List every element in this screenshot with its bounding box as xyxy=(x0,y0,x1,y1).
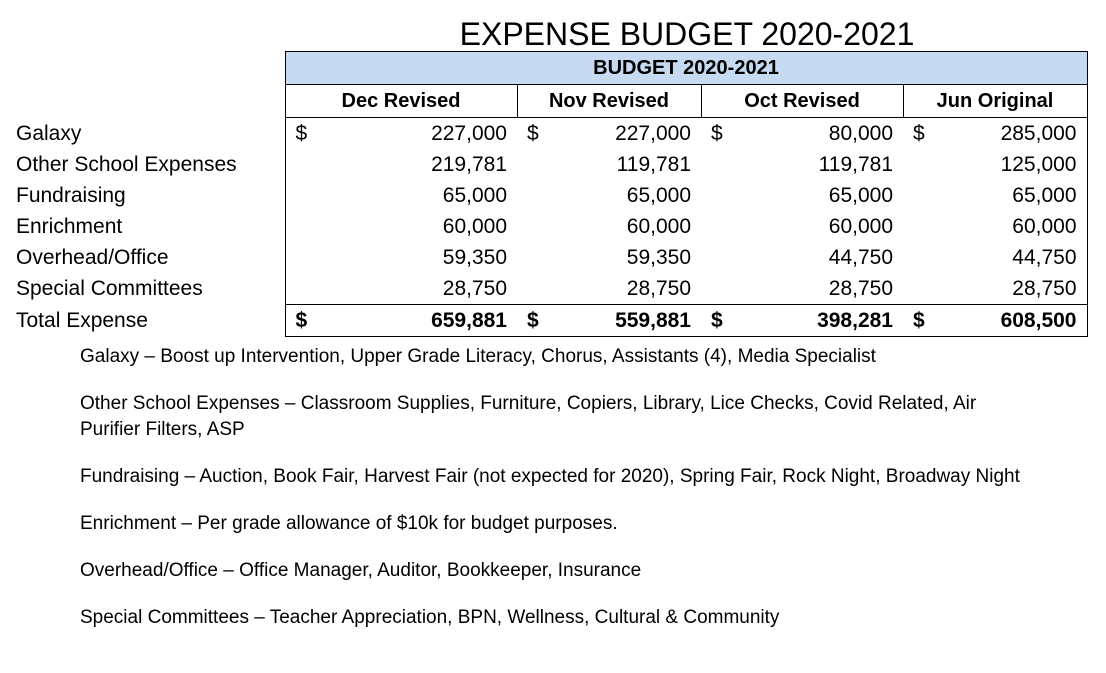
blank-cell xyxy=(517,273,553,305)
column-header-nov-revised: Nov Revised xyxy=(517,85,701,118)
blank-cell xyxy=(285,180,321,211)
blank-cell xyxy=(285,273,321,305)
table-row xyxy=(12,180,1087,211)
blank-cell xyxy=(517,211,553,242)
row-label: Enrichment xyxy=(16,215,123,238)
table-row xyxy=(12,149,1087,180)
total-amount-cell: 659,881 xyxy=(321,305,517,337)
amount-cell: 28,750 xyxy=(939,273,1087,305)
amount-cell: 80,000 xyxy=(828,122,893,145)
amount-cell: 119,781 xyxy=(616,153,691,176)
note-fundraising: Fundraising – Auction, Book Fair, Harvest Fair (not expected for 2020), Spring Fair, Rock Night, Broadway Night xyxy=(80,466,1020,487)
blank-cell xyxy=(903,242,939,273)
amount-cell: 44,750 xyxy=(939,242,1087,273)
blank-cell xyxy=(517,242,553,273)
currency-symbol: $ xyxy=(903,305,939,337)
band-row xyxy=(12,52,1087,85)
note-overhead-office: Overhead/Office – Office Manager, Auditor, Bookkeeper, Insurance xyxy=(80,560,642,581)
blank-cell xyxy=(701,149,737,180)
amount-cell: 60,000 xyxy=(626,215,691,238)
blank-cell xyxy=(517,180,553,211)
amount-cell: 125,000 xyxy=(939,149,1087,180)
amount-cell: 65,000 xyxy=(442,184,507,207)
blank-cell xyxy=(517,149,553,180)
amount-cell: 65,000 xyxy=(939,180,1087,211)
row-label: Fundraising xyxy=(16,184,126,207)
total-amount-cell: 559,881 xyxy=(553,305,701,337)
column-header-row xyxy=(12,85,1087,118)
currency-symbol: $ xyxy=(701,305,737,337)
note-enrichment: Enrichment – Per grade allowance of $10k for budget purposes. xyxy=(80,513,618,534)
blank-cell xyxy=(285,242,321,273)
blank-cell xyxy=(285,211,321,242)
blank-cell xyxy=(701,273,737,305)
currency-symbol: $ xyxy=(527,122,539,145)
amount-cell: 285,000 xyxy=(939,118,1087,150)
amount-cell: 28,750 xyxy=(828,277,893,300)
blank-cell xyxy=(701,242,737,273)
amount-cell: 60,000 xyxy=(828,215,893,238)
column-header-dec-revised: Dec Revised xyxy=(285,85,517,118)
amount-cell: 28,750 xyxy=(442,277,507,300)
row-label: Special Committees xyxy=(16,277,203,301)
row-label: Galaxy xyxy=(16,121,82,145)
currency-symbol: $ xyxy=(285,118,321,150)
note-special-committees: Special Committees – Teacher Appreciation, BPN, Wellness, Cultural & Community xyxy=(80,607,780,628)
budget-band-header: BUDGET 2020-2021 xyxy=(285,52,1087,85)
table-row xyxy=(12,273,1087,305)
blank-cell xyxy=(903,149,939,180)
total-label: Total Expense xyxy=(16,309,148,332)
row-label: Overhead/Office xyxy=(16,246,169,269)
note-other-school-expenses: Other School Expenses – Classroom Supplies, Furniture, Copiers, Library, Lice Checks, Covid Related, Air Purifier Filters, ASP xyxy=(80,393,977,440)
amount-cell: 227,000 xyxy=(615,122,691,145)
currency-symbol: $ xyxy=(711,122,723,145)
blank-cell xyxy=(701,211,737,242)
table-row xyxy=(12,242,1087,273)
amount-cell: 44,750 xyxy=(828,246,893,269)
amount-cell: 227,000 xyxy=(431,122,507,145)
total-amount-cell: 608,500 xyxy=(939,305,1087,337)
notes-section xyxy=(80,344,1040,652)
row-label: Other School Expenses xyxy=(16,153,237,176)
amount-cell: 65,000 xyxy=(828,184,893,207)
column-header-oct-revised: Oct Revised xyxy=(701,85,903,118)
currency-symbol: $ xyxy=(913,122,925,145)
blank-cell xyxy=(701,180,737,211)
amount-cell: 60,000 xyxy=(442,215,507,238)
currency-symbol: $ xyxy=(517,305,553,337)
page-title: EXPENSE BUDGET 2020-2021 xyxy=(459,16,915,52)
column-header-jun-original: Jun Original xyxy=(903,85,1087,118)
total-amount-cell: 398,281 xyxy=(737,305,903,337)
blank-cell xyxy=(12,52,285,85)
amount-cell: 65,000 xyxy=(626,184,691,207)
amount-cell: 60,000 xyxy=(939,211,1087,242)
budget-table xyxy=(12,51,1088,337)
note-galaxy: Galaxy – Boost up Intervention, Upper Grade Literacy, Chorus, Assistants (4), Media Specialist xyxy=(80,346,876,367)
amount-cell: 59,350 xyxy=(626,246,691,269)
blank-cell xyxy=(903,273,939,305)
amount-cell: 119,781 xyxy=(818,153,893,176)
table-row xyxy=(12,118,1087,150)
total-row xyxy=(12,305,1087,337)
blank-cell xyxy=(285,149,321,180)
blank-cell xyxy=(903,180,939,211)
blank-cell xyxy=(12,85,285,118)
blank-cell xyxy=(903,211,939,242)
table-row xyxy=(12,211,1087,242)
amount-cell: 59,350 xyxy=(442,246,507,269)
currency-symbol: $ xyxy=(285,305,321,337)
amount-cell: 219,781 xyxy=(431,153,507,176)
amount-cell: 28,750 xyxy=(626,277,691,300)
